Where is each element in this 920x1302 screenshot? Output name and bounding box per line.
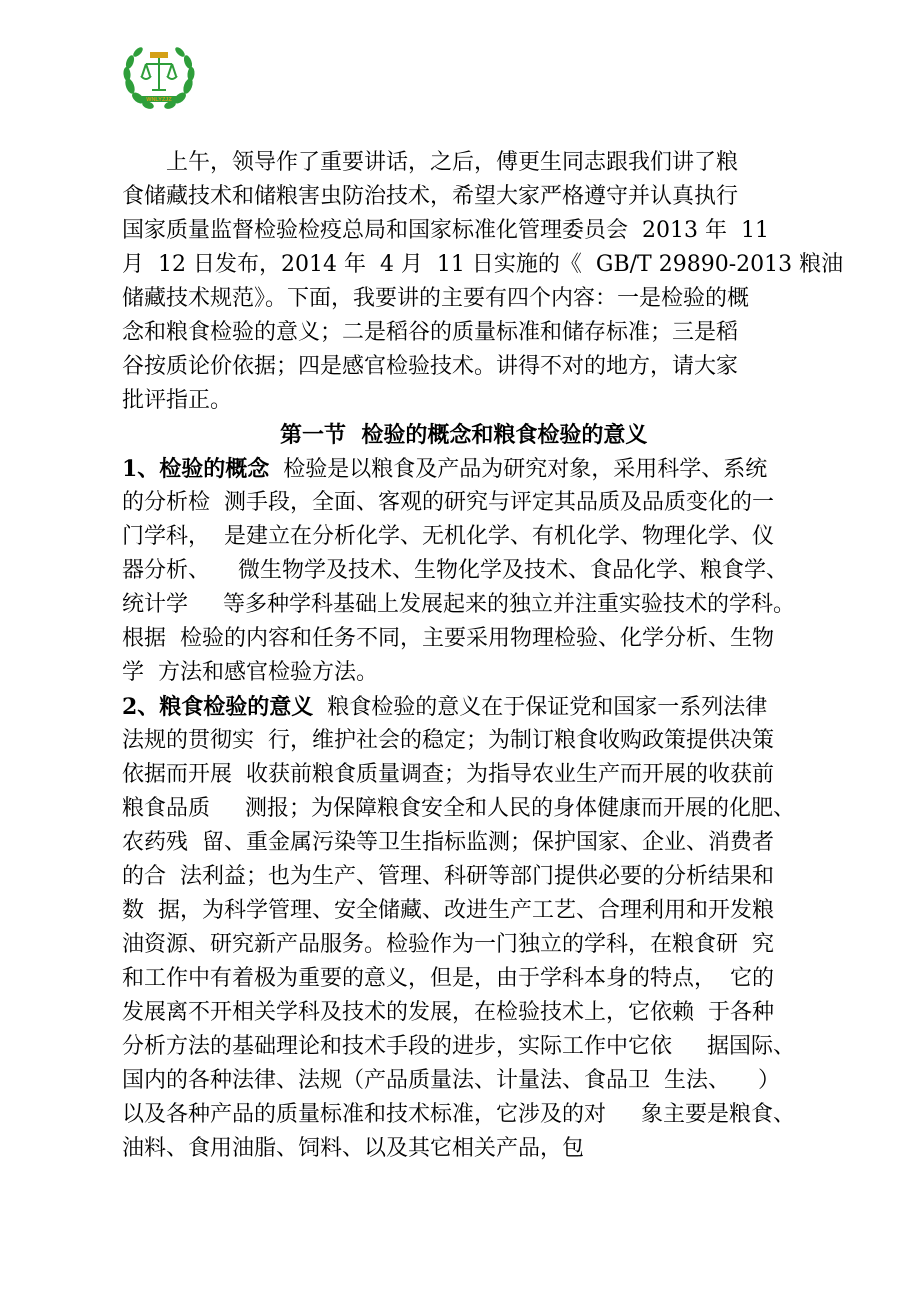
intro-line-5: 储藏技术规范》。下面，我要讲的主要有四个内容：一是检验的概 [122,286,750,311]
organization-logo [120,40,198,114]
item1-line-4: 器分析、 微生物学及技术、生物化学及技术、食品化学、粮食学、 [122,558,788,583]
laurel-scales-logo-icon [120,40,198,114]
item2-line-4: 粮食品质 测报；为保障粮食安全和人民的身体健康而开展的化肥、 [122,796,795,821]
item2-line-3: 依据而开展 收获前粮食质量调查；为指导农业生产而开展的收获前 [122,762,774,787]
intro-line-7: 谷按质论价依据；四是感官检验技术。讲得不对的地方，请大家 [122,354,739,379]
item1-line-3: 门学科， 是建立在分析化学、无机化学、有机化学、物理化学、仪 [122,524,774,549]
intro-line-4: 月 12 日发布，2014 年 4 月 11 日实施的《 GB/T 29890-2013 粮油 [122,252,844,277]
item2-line-13: 以及各种产品的质量标准和技术标准，它涉及的对 象主要是粮食、 [122,1102,795,1127]
section-title: 第一节 检验的概念和粮食检验的意义 [280,422,648,448]
item1-line-7: 学 方法和感官检验方法。 [122,660,378,685]
item2-line-11: 分析方法的基础理论和技术手段的进步，实际工作中它依 据国际、 [122,1034,795,1059]
item2-line-1 [122,690,767,724]
intro-line-8: 批评指正。 [122,388,233,413]
item2-line-9: 和工作中有着极为重要的意义，但是，由于学科本身的特点， 它的 [122,966,774,991]
intro-line-6: 念和粮食检验的意义；二是稻谷的质量标准和储存标准；三是稻 [122,320,739,345]
item2-line-12: 国内的各种法律、法规（产品质量法、计量法、食品卫 生法、 ） [122,1068,780,1093]
item1-line-1 [122,452,767,486]
item2-text: 粮食检验的意义在于保证党和国家一系列法律 [313,695,768,720]
intro-line-3: 国家质量监督检验检疫总局和国家标准化管理委员会 2013 年 11 [122,218,769,243]
item2-line-7: 数 据，为科学管理、安全储藏、改进生产工艺、合理利用和开发粮 [122,898,774,923]
item1-text: 检验是以粮食及产品为研究对象，采用科学、系统 [269,457,768,482]
intro-line-1: 上午，领导作了重要讲话，之后，傅更生同志跟我们讲了粮 [138,150,738,175]
item2-line-2: 法规的贯彻实 行，维护社会的稳定；为制订粮食收购政策提供决策 [122,728,774,753]
item2-line-10: 发展离不开相关学科及技术的发展，在检验技术上，它依赖 于各种 [122,1000,774,1025]
item2-heading: 2、粮食检验的意义 [122,694,314,720]
intro-line-2: 食储藏技术和储粮害虫防治技术，希望大家严格遵守并认真执行 [122,184,739,209]
item1-line-5: 统计学 等多种学科基础上发展起来的独立并注重实验技术的学科。 [122,592,795,617]
item2-line-14: 油料、食用油脂、饲料、以及其它相关产品，包 [122,1136,585,1161]
item2-line-8: 油资源、研究新产品服务。检验作为一门独立的学科，在粮食研 究 [122,932,774,957]
item2-line-6: 的合 法利益；也为生产、管理、科研等部门提供必要的分析结果和 [122,864,774,889]
item1-line-6: 根据 检验的内容和任务不同，主要采用物理检验、化学分析、生物 [122,626,774,651]
logo-text: WNLYZJZ [146,97,172,103]
item1-line-2: 的分析检 测手段，全面、客观的研究与评定其品质及品质变化的一 [122,490,774,515]
item1-heading: 1、检验的概念 [122,456,270,482]
item2-line-5: 农药残 留、重金属污染等卫生指标监测；保护国家、企业、消费者 [122,830,774,855]
